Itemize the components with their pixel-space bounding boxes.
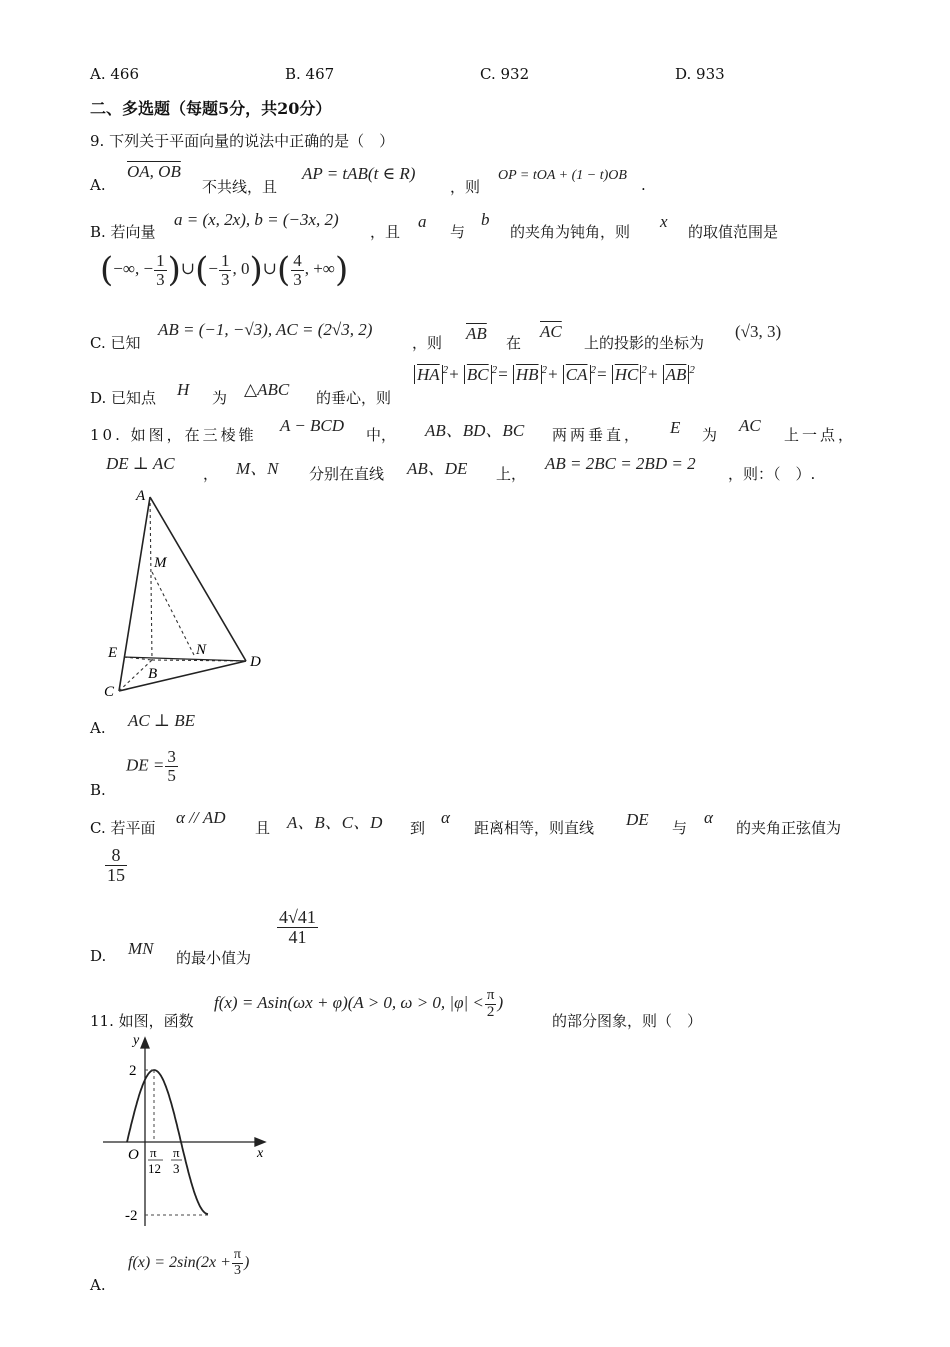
y-tick-2: 2	[129, 1063, 137, 1079]
x-tick-pi12-num: π	[150, 1145, 157, 1160]
q9-b-range: (−∞, − $\frac{1}{3}$ )∪(− $\frac{1}{3}$ , 0)∪( $\frac{4}{3}$ , +∞)	[100, 250, 349, 290]
q9-c-label: C. 已知	[90, 334, 141, 352]
q9-c-vec-ac: $\overline{AC}$	[540, 322, 562, 341]
q11-math: f(x) = Asin(ωx + φ)(A > 0, ω > 0, |φ| < $\frac{\pi}{2}$ )	[214, 987, 504, 1020]
q9-c-math1: AB = (−1, −√3), AC = (2√3, 2)	[158, 320, 373, 339]
q10-c-math1: α // AD	[176, 808, 226, 827]
q9-b-text1: ，且	[370, 223, 401, 241]
q10-c-math3: α	[441, 808, 450, 827]
q10-math-e: E	[670, 418, 681, 437]
point-label-n: N	[196, 642, 207, 658]
q10-d-label: D.	[90, 947, 107, 965]
x-tick-pi3-den: 3	[173, 1161, 180, 1176]
vertex-label-d: D	[250, 654, 261, 670]
q9-d-equation: $\overline{HA}$ $^2+ \overline{BC}$ $^2= \overline{HB}$ $^2+ \overline{CA}$ $^2= \overline{HC}$ $^2+ \overline{AB}$ $^2$	[414, 364, 695, 385]
q9-b-text3: 的夹角为钝角，则	[510, 223, 631, 241]
q9-c-coord: (√3, 3)	[735, 322, 782, 341]
q11-a-math: f(x) = 2sin(2x + $\frac{\pi}{3}$ )	[128, 1247, 250, 1278]
q9-b-text4: 的取值范围是	[688, 223, 779, 241]
section-heading: 二、多选题（每题5分，共20分）	[90, 99, 332, 118]
q9-d-label: D. 已知点	[90, 389, 157, 407]
x-tick-pi12-den: 12	[148, 1161, 161, 1176]
q9-a-math1: OA, OB	[127, 162, 181, 181]
q9-b-vec-b: b	[481, 210, 490, 229]
q10-c-math5: α	[704, 808, 713, 827]
q10-c-text2: 到	[410, 819, 426, 837]
q10-c-math2: A、B、C、D	[287, 813, 383, 832]
q9-a-label: A.	[90, 176, 106, 194]
q10-pyramid-figure	[100, 485, 280, 705]
q9-c-text1: ，则	[412, 334, 443, 352]
q10-math-lines: AB、DE	[407, 459, 468, 478]
q11-text1: 11. 如图，函数	[90, 1012, 194, 1030]
option-c: C. 932	[480, 65, 530, 83]
q11-text2: 的部分图象，则（ ）	[552, 1012, 703, 1030]
q10-stem-text5: 上一点，	[784, 426, 857, 444]
q9-a-text1: 不共线，且	[202, 178, 278, 196]
q10-math-pyramid: A − BCD	[280, 416, 345, 435]
q9-a-math3: OP = tOA + (1 − t)OB	[498, 168, 627, 183]
option-a: A. 466	[90, 65, 139, 83]
y-axis-label: y	[133, 1033, 140, 1048]
q10-c-math4: DE	[626, 810, 649, 829]
vertex-label-c: C	[104, 684, 115, 700]
q10-c-text1: 且	[255, 819, 271, 837]
q10-math-edges: AB、BD、BC	[425, 421, 525, 440]
q10-b-math: DE = $\frac{3}{5}$	[126, 747, 176, 785]
q10-b-label: B.	[90, 781, 106, 799]
q9-b-vec-a: a	[418, 212, 427, 231]
q9-d-text2: 的垂心，则	[316, 389, 392, 407]
q10-math-lengths: AB = 2BC = 2BD = 2	[545, 454, 696, 473]
q10-c-text3: 距离相等，则直线	[474, 819, 595, 837]
q10-d-fraction: $\frac{4√41}{41}$	[279, 907, 316, 947]
q10-c-text5: 的夹角正弦值为	[736, 819, 842, 837]
q10-stem-text3: 两两垂直，	[552, 426, 643, 444]
q10-math-de-perp: DE ⊥ AC	[106, 454, 175, 473]
q9-b-var-x: x	[660, 212, 668, 231]
q10-line2-text1: ，	[203, 465, 219, 483]
q10-stem-text4: 为	[702, 426, 718, 444]
q10-c-text4: 与	[672, 819, 688, 837]
option-d: D. 933	[675, 65, 725, 83]
q9-b-label: B. 若向量	[90, 223, 156, 241]
y-tick-neg2: -2	[125, 1208, 138, 1224]
point-label-e: E	[108, 645, 118, 661]
q10-stem-text2: 中，	[366, 426, 397, 444]
q10-math-ac: AC	[739, 416, 761, 435]
vertex-label-b: B	[148, 666, 158, 682]
q10-line2-text4: ，则：（ ）.	[728, 465, 816, 483]
q9-b-math1: a = (x, 2x), b = (−3x, 2)	[174, 210, 339, 229]
q9-c-text3: 上的投影的坐标为	[584, 334, 705, 352]
q10-line2-text3: 上，	[496, 465, 527, 483]
x-axis-label: x	[257, 1146, 264, 1161]
q9-a-text3: .	[641, 176, 646, 194]
q10-a-math: AC ⊥ BE	[128, 711, 195, 730]
q9-d-point-h: H	[177, 380, 190, 399]
origin-label: O	[128, 1147, 139, 1163]
option-b: B. 467	[285, 65, 335, 83]
q10-d-math: MN	[128, 939, 154, 958]
q10-math-mn: M、N	[236, 459, 279, 478]
q10-c-label: C. 若平面	[90, 819, 156, 837]
q9-c-text2: 在	[506, 334, 522, 352]
q10-a-label: A.	[90, 719, 106, 737]
q9-a-text2: ，则	[450, 178, 481, 196]
q9-d-triangle: △ABC	[244, 380, 290, 399]
q11-a-label: A.	[90, 1276, 106, 1294]
q11-function-graph	[95, 1030, 275, 1230]
q9-a-math2: AP = tAB(t ∈ R)	[302, 164, 416, 183]
q9-c-vec-ab: $\overline{AB}$	[466, 324, 487, 343]
x-tick-pi3-num: π	[173, 1145, 180, 1160]
q9-stem: 9. 下列关于平面向量的说法中正确的是（ ）	[90, 132, 395, 150]
q9-b-text2: 与	[450, 223, 466, 241]
q10-d-text1: 的最小值为	[176, 949, 252, 967]
q10-c-fraction: $\frac{8}{15}$	[107, 845, 125, 885]
q9-d-text1: 为	[212, 389, 228, 407]
q10-line2-text2: 分别在直线	[309, 465, 385, 483]
vertex-label-a: A	[136, 488, 146, 504]
q10-stem-text1: 10. 如图，在三棱锥	[90, 426, 257, 444]
point-label-m: M	[154, 555, 167, 571]
